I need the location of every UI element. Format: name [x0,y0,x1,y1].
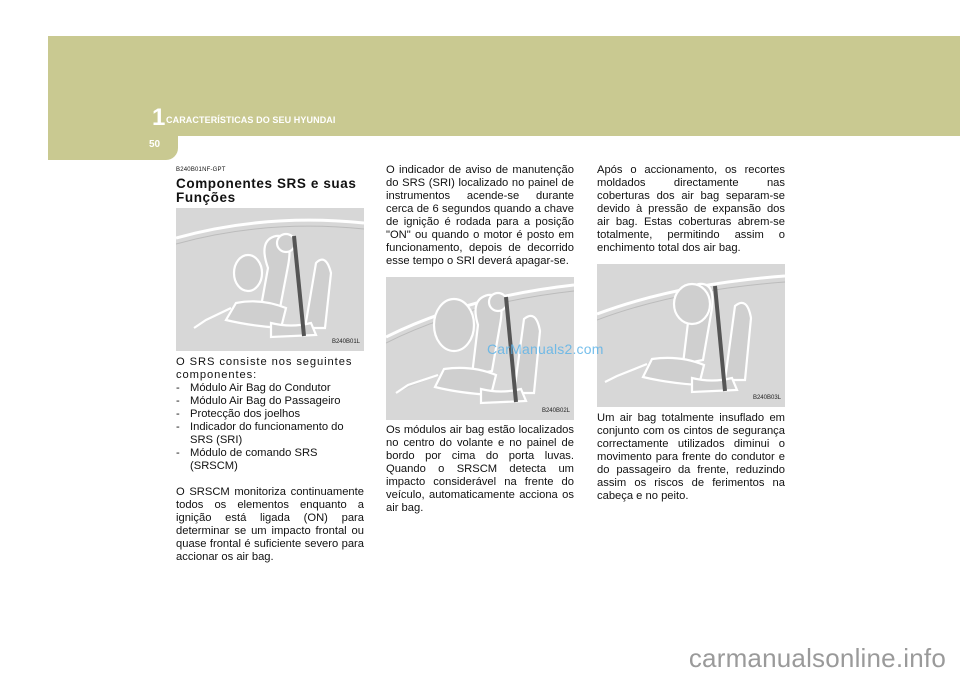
list-item: - Módulo Air Bag do Passageiro [176,395,341,407]
list-item: - Módulo de comando SRS (SRSCM) [176,447,318,472]
intro-text: O SRS consiste nos seguintes componentes: [176,356,353,381]
figure-inflated-airbag [597,264,785,407]
page-number: 50 [149,139,161,150]
deployment-paragraph: Após o accionamento, os recortes moldados directamente nas coberturas dos air bag separam-se devido à pressão de expansão dos air bag. Estas coberturas abrem-se totalmente, permitindo assim o enchimento total dos air bag. [597,164,785,254]
inflated-airbag-illustration [597,264,785,407]
list-item: - Indicador do funcionamento do SRS (SRI) [176,421,344,446]
chapter-title: CARACTERÍSTICAS DO SEU HYUNDAI [166,115,336,125]
modules-paragraph: Os módulos air bag estão localizados no centro do volante e no painel de bordo por cima do porta luvas. Quando o SRSCM detecta um impacto considerável na frente do veículo, automaticamente acciona os air bag. [386,424,574,514]
column-1 [176,164,364,564]
watermark-center: CarManuals2.com [487,341,604,357]
figure-driver-airbag [176,208,364,351]
driver-airbag-illustration [176,208,364,351]
components-list [176,382,364,473]
section-heading: Componentes SRS e suas Funções [176,176,357,205]
column-3 [597,164,785,503]
srscm-paragraph: O SRSCM monitoriza continuamente todos os elementos enquanto a ignição está ligada (ON) para determinar se um impacto frontal ou quase frontal é suficiente severo para accionar os air bag. [176,486,364,563]
figure-code-2: B240B02L [541,408,570,414]
watermark-corner: carmanualsonline.info [688,643,946,673]
figure-code-1: B240B01L [331,339,360,345]
column-2 [386,164,574,515]
protection-paragraph: Um air bag totalmente insuflado em conjunto com os cintos de segurança correctamente utilizados diminui o movimento para frente do condutor e do passageiro da frente, reduzindo assim os riscos de ferimentos na cabeça e no peito. [597,412,785,502]
figure-code-3: B240B03L [752,395,781,401]
section-code: B240B01NF-GPT [176,167,226,173]
sri-paragraph: O indicador de aviso de manutenção do SRS (SRI) localizado no painel de instrumentos acende-se durante cerca de 6 segundos quando a chave de ignição é rodada para a posição "ON" ou quando o motor é posto em funcionamento, depois de decorrido esse tempo o SRI deverá apagar-se. [386,164,574,267]
chapter-number: 1 [152,104,166,131]
list-item: - Protecção dos joelhos [176,408,301,420]
list-item: - Módulo Air Bag do Condutor [176,382,331,394]
